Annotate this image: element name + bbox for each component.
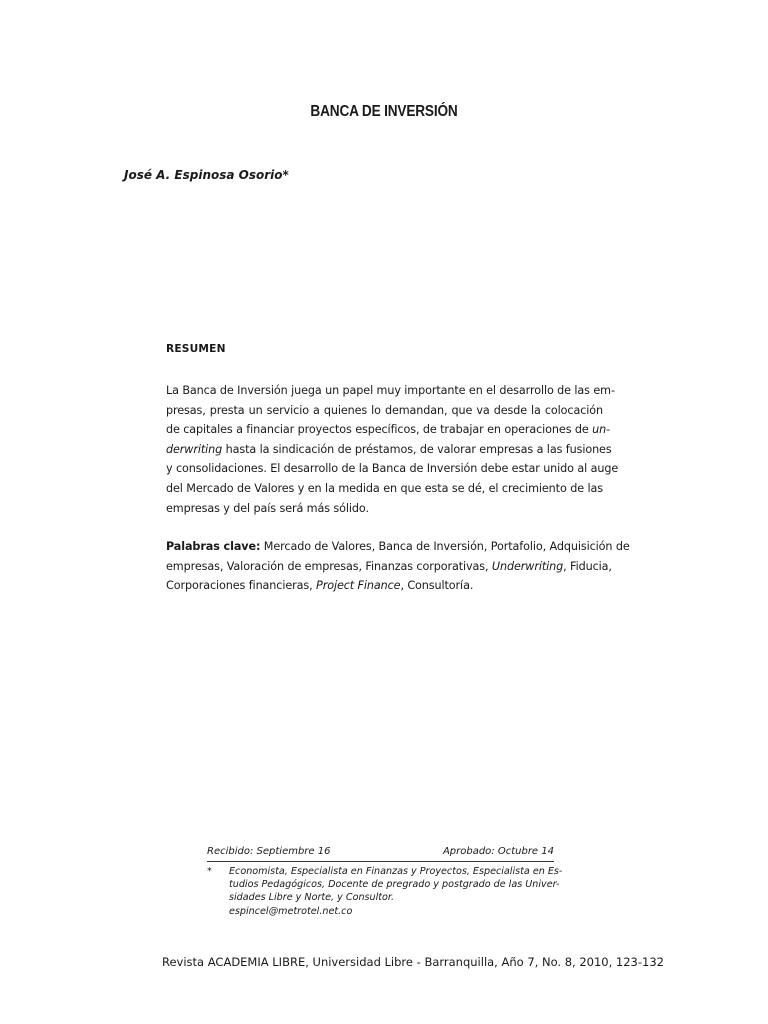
abstract-heading: RESUMEN bbox=[166, 343, 226, 355]
abstract-line: La Banca de Inversión juega un papel muy importante en el desarrollo de las em- bbox=[166, 384, 615, 397]
abstract-line bbox=[166, 440, 612, 460]
approved-date: Aprobado: Octubre 14 bbox=[442, 846, 554, 857]
footnote-email: espincel@metrotel.net.co bbox=[229, 905, 353, 917]
abstract-italic-term: derwriting bbox=[166, 442, 223, 456]
keywords-text: , Consultoría. bbox=[400, 579, 474, 593]
abstract-paragraph bbox=[166, 381, 619, 518]
abstract-line: y consolidaciones. El desarrollo de la Banca de Inversión debe estar unido al auge bbox=[166, 462, 619, 476]
abstract-line: del Mercado de Valores y en la medida en que esta se dé, el crecimiento de las bbox=[166, 481, 603, 495]
keywords-line bbox=[166, 537, 630, 557]
keywords-text: , Fiducia, bbox=[563, 559, 612, 573]
received-date: Recibido: Septiembre 16 bbox=[207, 846, 331, 857]
keywords-line bbox=[166, 557, 612, 577]
abstract-line-text: hasta la sindicación de préstamos, de valorar empresas a las fusiones bbox=[225, 442, 612, 456]
footnote-line: sidades Libre y Norte, y Consultor. bbox=[229, 892, 395, 904]
abstract-line bbox=[166, 420, 611, 440]
footnote-line: Economista, Especialista en Finanzas y Proyectos, Especialista en Es- bbox=[229, 866, 563, 877]
keywords-line bbox=[166, 576, 603, 596]
author-footnote bbox=[207, 865, 563, 918]
keywords-paragraph bbox=[166, 537, 630, 596]
abstract-italic-term: un- bbox=[592, 423, 611, 437]
abstract-line: presas, presta un servicio a quienes lo demandan, que va desde la colocación bbox=[166, 403, 603, 417]
abstract-line: empresas y del país será más sólido. bbox=[166, 501, 369, 515]
footnote-line: tudios Pedagógicos, Docente de pregrado y postgrado de las Univer- bbox=[229, 879, 560, 891]
author-name: José A. Espinosa Osorio* bbox=[124, 168, 289, 182]
footnote-text bbox=[229, 865, 562, 918]
keywords-label: Palabras clave: bbox=[166, 540, 261, 553]
dates-row bbox=[207, 845, 554, 862]
keywords-text: Corporaciones financieras, bbox=[166, 579, 317, 593]
abstract-line-text: de capitales a financiar proyectos específicos, de trabajar en operaciones de bbox=[166, 423, 593, 437]
footnote-block bbox=[207, 845, 563, 918]
article-title: BANCA DE INVERSIÓN bbox=[310, 103, 458, 120]
keywords-italic-term: Project Finance bbox=[316, 579, 401, 593]
keywords-text: empresas, Valoración de empresas, Finanzas corporativas, bbox=[166, 559, 492, 573]
journal-citation: Revista ACADEMIA LIBRE, Universidad Libre - Barranquilla, Año 7, No. 8, 2010, 123-132 bbox=[162, 955, 664, 969]
keywords-text: Mercado de Valores, Banca de Inversión, Portafolio, Adquisición de bbox=[260, 540, 630, 553]
footnote-marker: * bbox=[207, 866, 212, 877]
keywords-italic-term: Underwriting bbox=[491, 559, 564, 573]
